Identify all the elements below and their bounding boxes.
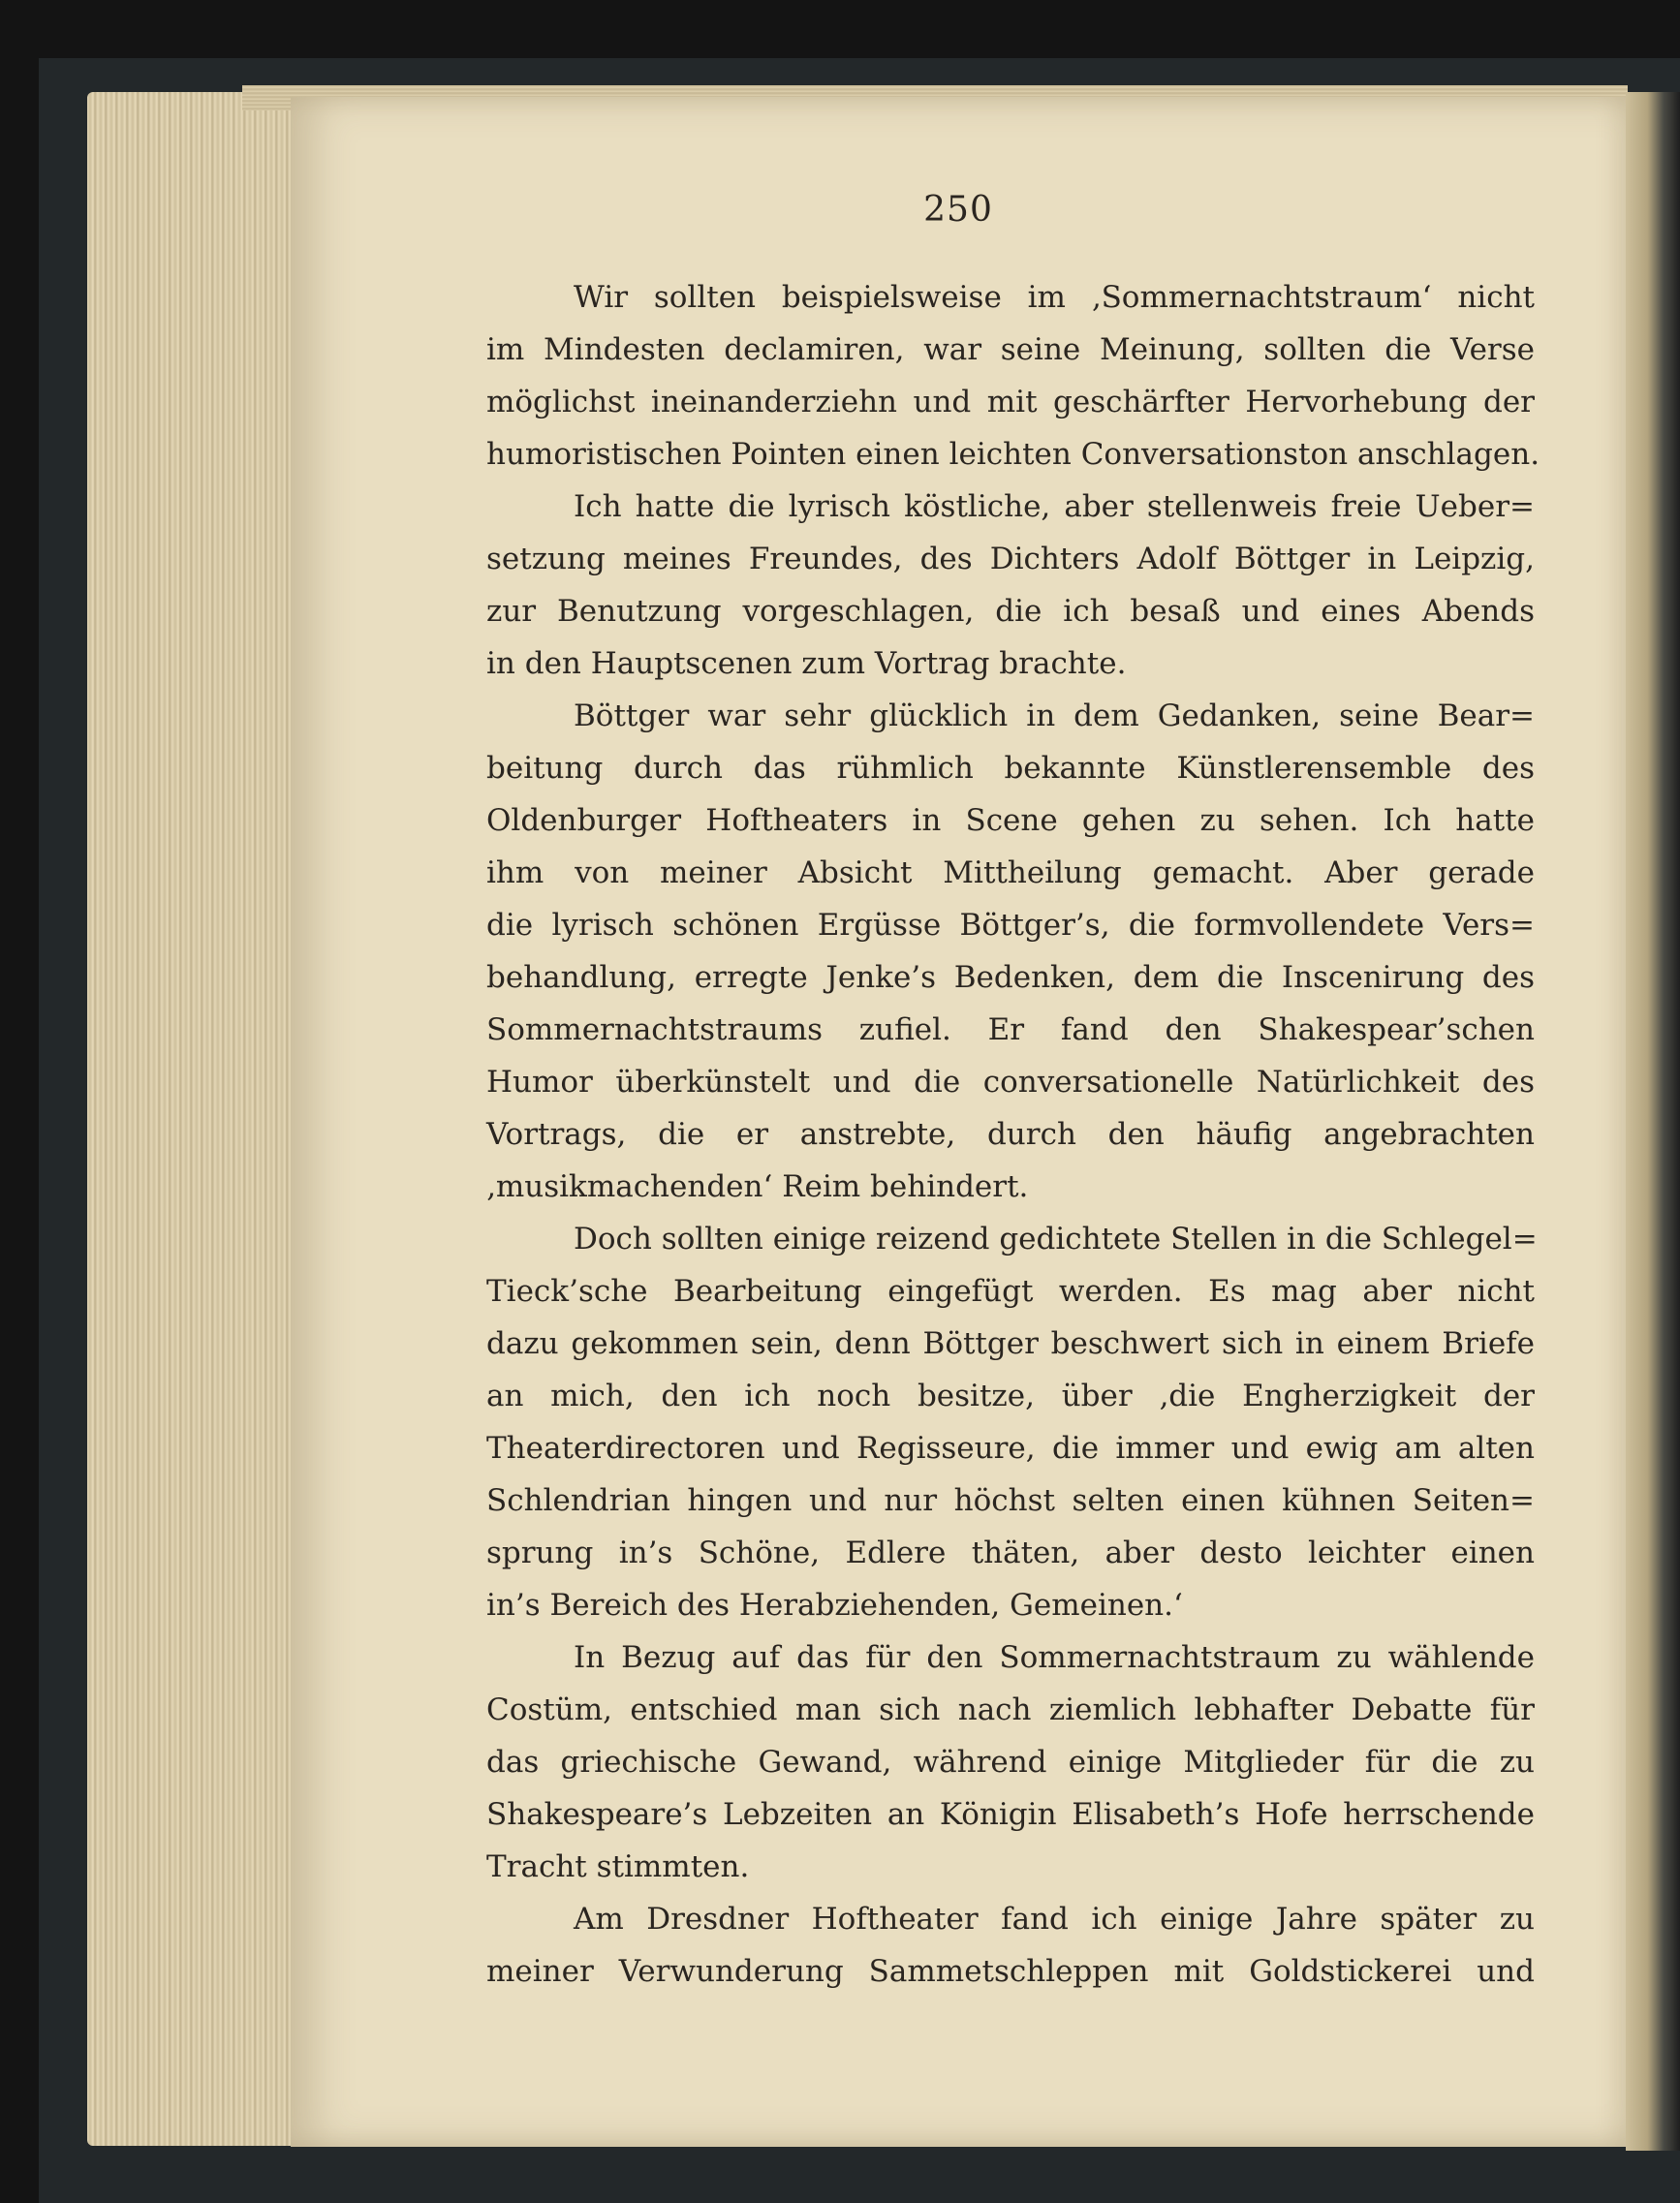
paragraph <box>486 1631 1535 1893</box>
text-line: Am Dresdner Hoftheater fand ich einige Jahre später zu <box>574 1902 1535 1937</box>
text-line: das griechische Gewand, während einige Mitglieder für die zu <box>486 1745 1535 1780</box>
text-line: möglichst ineinanderziehn und mit geschärfter Hervorhebung der <box>486 385 1535 419</box>
text-line: sprung in’s Schöne, Edlere thäten, aber desto leichter einen <box>486 1536 1535 1570</box>
text-line: Costüm, entschied man sich nach ziemlich lebhafter Debatte für <box>486 1692 1535 1727</box>
text-line: Theaterdirectoren und Regisseure, die immer und ewig am alten <box>486 1431 1535 1466</box>
text-line: Schlendrian hingen und nur höchst selten einen kühnen Seiten= <box>486 1483 1535 1518</box>
text-line: im Mindesten declamiren, war seine Meinung, sollten die Verse <box>486 332 1535 367</box>
text-line: ihm von meiner Absicht Mittheilung gemacht. Aber gerade <box>486 855 1535 890</box>
paragraph <box>486 1893 1535 1998</box>
text-line: humoristischen Pointen einen leichten Conversationston anschlagen. <box>486 437 1540 472</box>
text-line: zur Benutzung vorgeschlagen, die ich besaß und eines Abends <box>486 594 1535 629</box>
text-line: Ich hatte die lyrisch köstliche, aber stellenweis freie Ueber= <box>574 489 1535 524</box>
text-line: meiner Verwunderung Sammetschleppen mit Goldstickerei und <box>486 1954 1535 1989</box>
text-line: behandlung, erregte Jenke’s Bedenken, dem die Inscenirung des <box>486 960 1535 995</box>
text-line: Tracht stimmten. <box>486 1849 750 1884</box>
text-line: Sommernachtstraums zufiel. Er fand den Shakespear’schen <box>486 1012 1535 1047</box>
book-page <box>291 97 1626 2147</box>
text-line: Shakespeare’s Lebzeiten an Königin Elisabeth’s Hofe herrschende <box>486 1797 1535 1832</box>
page-stack-edges <box>87 92 310 2146</box>
text-line: Wir sollten beispielsweise im ‚Sommernachtstraum‘ nicht <box>574 280 1535 315</box>
text-line: Tieck’sche Bearbeitung eingefügt werden. Es mag aber nicht <box>486 1274 1535 1309</box>
paragraph <box>486 481 1535 690</box>
text-line: Humor überkünstelt und die conversationelle Natürlichkeit des <box>486 1065 1535 1100</box>
text-line: setzung meines Freundes, des Dichters Adolf Böttger in Leipzig, <box>486 542 1535 576</box>
page-text <box>486 271 1540 1998</box>
text-line: ‚musikmachenden‘ Reim behindert. <box>486 1169 1029 1204</box>
text-line: Doch sollten einige reizend gedichtete Stellen in die Schlegel= <box>574 1222 1538 1257</box>
text-line: dazu gekommen sein, denn Böttger beschwert sich in einem Briefe <box>486 1326 1535 1361</box>
text-line: in den Hauptscenen zum Vortrag brachte. <box>486 646 1127 681</box>
text-line: an mich, den ich noch besitze, über ‚die Engherzigkeit der <box>486 1379 1535 1413</box>
page-number: 250 <box>923 190 993 230</box>
text-line: beitung durch das rühmlich bekannte Künstlerensemble des <box>486 751 1535 786</box>
paragraph <box>486 271 1540 481</box>
text-line: Böttger war sehr glücklich in dem Gedanken, seine Bear= <box>574 698 1535 733</box>
text-line: in’s Bereich des Herabziehenden, Gemeinen.‘ <box>486 1588 1183 1623</box>
text-line: Vortrags, die er anstrebte, durch den häufig angebrachten <box>486 1117 1535 1152</box>
text-line: die lyrisch schönen Ergüsse Böttger’s, die formvollendete Vers= <box>486 908 1535 943</box>
text-line: Oldenburger Hoftheaters in Scene gehen zu sehen. Ich hatte <box>486 803 1535 838</box>
text-line: In Bezug auf das für den Sommernachtstraum zu wählende <box>574 1640 1535 1675</box>
right-page-edge <box>1626 92 1680 2151</box>
paragraph <box>486 1213 1538 1631</box>
paragraph <box>486 690 1535 1213</box>
